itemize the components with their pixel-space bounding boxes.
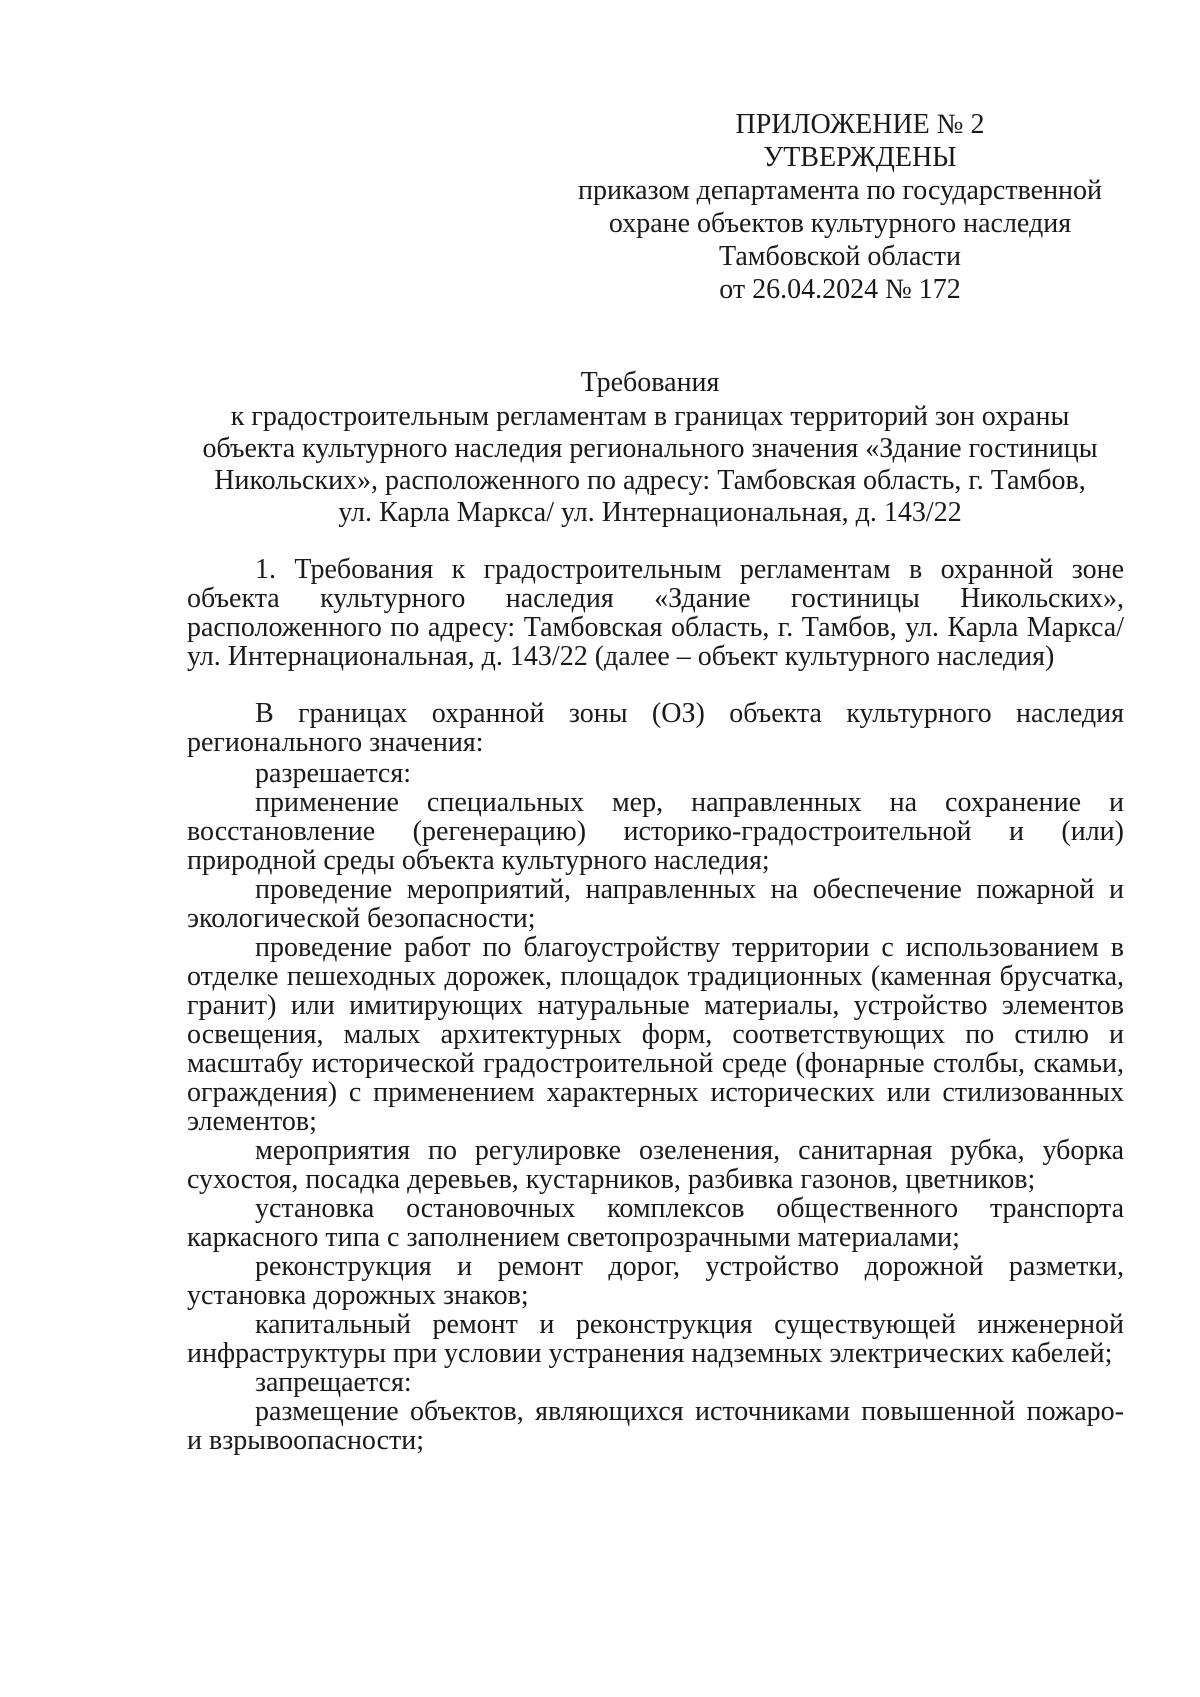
allowed-label: разрешается: — [255, 758, 411, 789]
allowed-item-5: установка остановочных комплексов общественного транспорта каркасного типа с заполнением светопрозрачными материалами; — [187, 1193, 1124, 1253]
document-body — [187, 555, 1124, 1455]
document-title — [190, 368, 1110, 529]
allowed-item-4: мероприятия по регулировке озеленения, санитарная рубка, уборка сухостоя, посадка деревьев, кустарников, разбивка газонов, цветников; — [187, 1135, 1124, 1195]
allowed-item-1: применение специальных мер, направленных на сохранение и восстановление (регенерацию) историко-градостроительной и (или) природной среды объекта культурного наследия; — [187, 787, 1124, 876]
intro-paragraph: В границах охранной зоны (ОЗ) объекта культурного наследия регионального значения: — [187, 698, 1124, 758]
title-line-2: объекта культурного наследия регионального значения «Здание гостиницы — [202, 433, 1098, 464]
approval-stamp — [560, 108, 1120, 306]
allowed-item-2: проведение мероприятий, направленных на обеспечение пожарной и экологической безопасности; — [187, 874, 1124, 934]
section-1-paragraph: 1. Требования к градостроительным регламентам в охранной зоне объекта культурного наследия «Здание гостиницы Никольских», расположенного по адресу: Тамбовская область, г. Тамбов, ул. Карла Маркса/ ул. Интернациональная, д. 143/22 (далее – объект культурного наследия) — [187, 554, 1124, 672]
approval-line-1: приказом департамента по государственной — [577, 175, 1103, 206]
appendix-number: ПРИЛОЖЕНИЕ № 2 — [735, 109, 985, 140]
forbidden-label: запрещается: — [255, 1367, 412, 1398]
title-line-4: ул. Карла Маркса/ ул. Интернациональная, д. 143/22 — [338, 497, 962, 528]
title-line-1: к градостроительным регламентам в границах территорий зон охраны — [230, 401, 1070, 432]
approved-heading: УТВЕРЖДЕНЫ — [763, 142, 957, 173]
allowed-item-7: капитальный ремонт и реконструкция существующей инженерной инфраструктуры при условии устранения надземных электрических кабелей; — [187, 1309, 1124, 1369]
allowed-item-6: реконструкция и ремонт дорог, устройство дорожной разметки, установка дорожных знаков; — [187, 1251, 1124, 1311]
title-line-3: Никольских», расположенного по адресу: Тамбовская область, г. Тамбов, — [214, 465, 1086, 496]
approval-line-3: Тамбовской области — [718, 241, 962, 272]
allowed-item-3: проведение работ по благоустройству территории с использованием в отделке пешеходных дорожек, площадок традиционных (каменная брусчатка, гранит) или имитирующих натуральные материалы, устройство элементов освещения, малых архитектурных форм, соответствующих по стилю и масштабу исторической градостроительной среде (фонарные столбы, скамьи, ограждения) с применением характерных исторических или стилизованных элементов; — [187, 932, 1124, 1137]
approval-date-number: от 26.04.2024 № 172 — [719, 274, 961, 305]
title-heading: Требования — [580, 367, 720, 398]
approval-line-2: охране объектов культурного наследия — [608, 208, 1072, 239]
forbidden-item-1: размещение объектов, являющихся источниками повышенной пожаро- и взрывоопасности; — [187, 1396, 1124, 1456]
